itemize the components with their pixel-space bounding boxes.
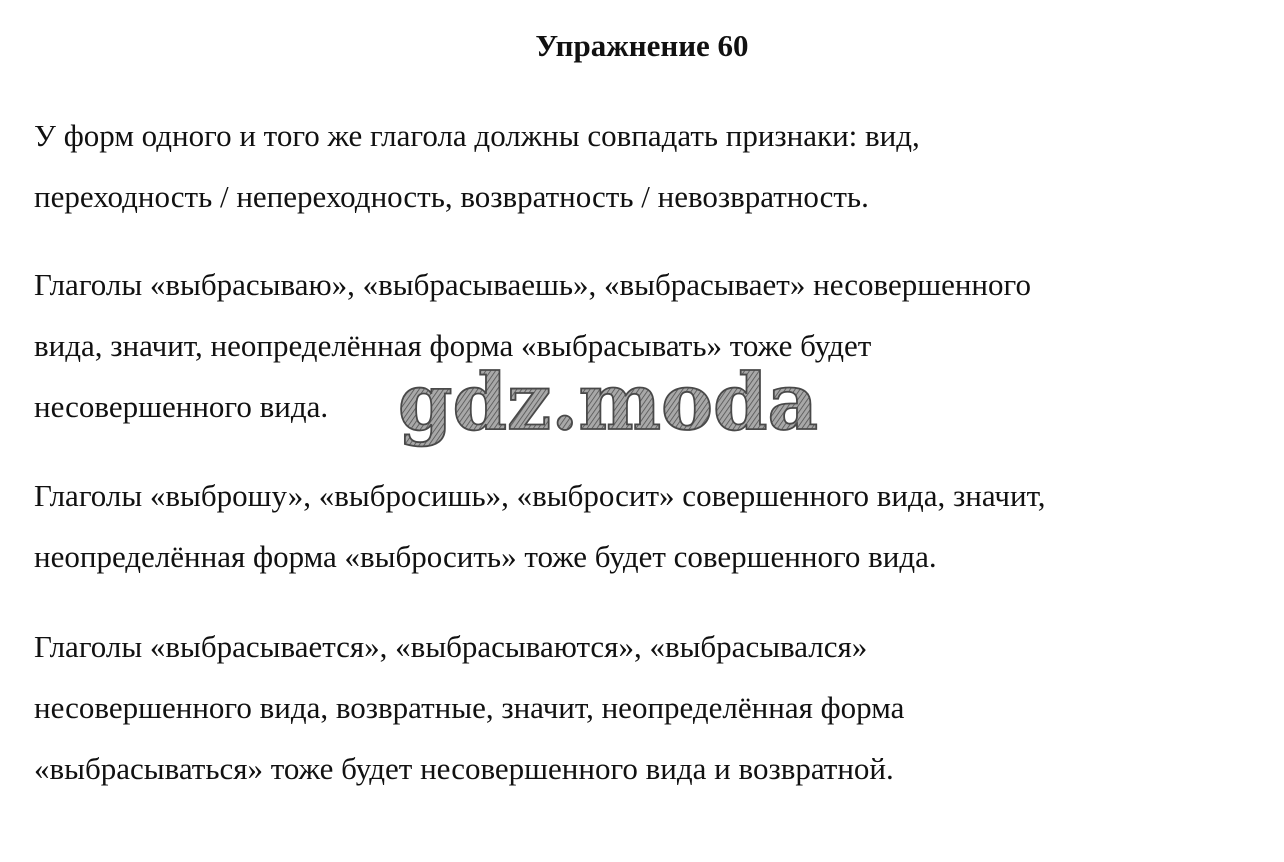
paragraph-line: Глаголы «выбрасывается», «выбрасываются», «выбрасывался» xyxy=(34,629,868,664)
paragraph-line: несовершенного вида. xyxy=(34,389,329,424)
watermark-text: gdz.moda xyxy=(397,357,819,448)
paragraph-line: несовершенного вида, возвратные, значит, неопределённая форма xyxy=(34,690,905,725)
paragraph-line: переходность / непереходность, возвратность / невозвратность. xyxy=(34,179,869,214)
exercise-title: Упражнение 60 xyxy=(535,28,749,63)
paragraph-1 xyxy=(34,105,1234,227)
paragraph-line: вида, значит, неопределённая форма «выбрасывать» тоже будет xyxy=(34,328,872,363)
paragraph-line: Глаголы «выбрасываю», «выбрасываешь», «выбрасывает» несовершенного xyxy=(34,267,1031,302)
paragraph-line: Глаголы «выброшу», «выбросишь», «выбросит» совершенного вида, значит, xyxy=(34,478,1046,513)
paragraph-line: «выбрасываться» тоже будет несовершенного вида и возвратной. xyxy=(34,751,894,786)
watermark-logo xyxy=(397,355,819,455)
paragraph-3 xyxy=(34,465,1234,587)
paragraph-4 xyxy=(34,616,1234,799)
paragraph-line: У форм одного и того же глагола должны совпадать признаки: вид, xyxy=(34,118,920,153)
paragraph-line: неопределённая форма «выбросить» тоже будет совершенного вида. xyxy=(34,539,937,574)
